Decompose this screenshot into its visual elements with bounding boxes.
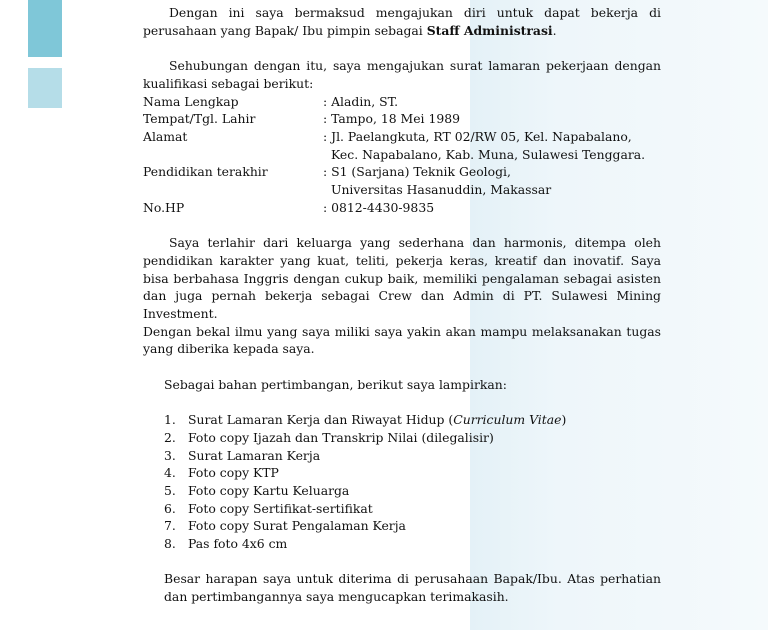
list-item — [143, 447, 661, 465]
list-number: 8. — [164, 536, 176, 552]
detail-value: : Jl. Paelangkuta, RT 02/RW 05, Kel. Napabalano, — [323, 128, 632, 144]
detail-value-wrap — [323, 128, 661, 163]
detail-value: : Tampo, 18 Mei 1989 — [323, 111, 460, 127]
list-number: 3. — [164, 447, 176, 463]
list-item — [143, 500, 661, 518]
list-text: Foto copy Ijazah dan Transkrip Nilai (dilegalisir) — [188, 429, 494, 445]
list-number: 7. — [164, 518, 176, 534]
letter-body — [143, 4, 661, 606]
list-item — [143, 464, 661, 482]
list-item — [143, 482, 661, 500]
list-text: Foto copy Sertifikat-sertifikat — [188, 500, 373, 516]
detail-row — [143, 163, 661, 198]
detail-row — [143, 93, 661, 111]
detail-row — [143, 199, 661, 217]
list-item — [143, 517, 661, 535]
list-number: 4. — [164, 465, 176, 481]
intro-text: Dengan ini saya bermaksud mengajukan diri untuk dapat bekerja di perusahaan yang Bapak/ Ibu pimpin sebagai — [143, 5, 661, 38]
detail-value-cont: Universitas Hasanuddin, Makassar — [331, 182, 552, 198]
intro-end: . — [552, 22, 557, 38]
list-item — [143, 535, 661, 553]
list-item — [143, 411, 661, 429]
list-text-wrap — [188, 411, 566, 429]
confidence-paragraph: Dengan bekal ilmu yang saya miliki saya yakin akan mampu melaksanakan tugas yang diberika kepada saya. — [143, 323, 661, 357]
list-number: 1. — [164, 412, 176, 428]
detail-value: : 0812-4430-9835 — [323, 199, 435, 215]
detail-label: Alamat — [143, 128, 188, 144]
list-text: Pas foto 4x6 cm — [188, 536, 288, 552]
attachment-intro: Sebagai bahan pertimbangan, berikut saya lampirkan: — [164, 376, 507, 392]
detail-label: Pendidikan terakhir — [143, 164, 268, 180]
list-text: Surat Lamaran Kerja dan Riwayat Hidup ( — [188, 412, 454, 428]
detail-label: Nama Lengkap — [143, 93, 239, 109]
intro-paragraph — [143, 4, 661, 39]
detail-label: No.HP — [143, 199, 185, 215]
detail-row — [143, 110, 661, 128]
decorative-bar-bottom — [28, 68, 62, 108]
qualification-intro: Sehubungan dengan itu, saya mengajukan surat lamaran pekerjaan dengan kualifikasi sebagai berikut: — [143, 58, 661, 91]
list-number: 6. — [164, 500, 176, 516]
detail-value: : S1 (Sarjana) Teknik Geologi, — [323, 164, 511, 180]
personal-details — [143, 93, 661, 217]
detail-value: : Aladin, ST. — [323, 93, 399, 109]
detail-label: Tempat/Tgl. Lahir — [143, 111, 256, 127]
list-number: 2. — [164, 429, 176, 445]
detail-value-wrap — [323, 163, 661, 198]
detail-row — [143, 128, 661, 163]
list-text: Foto copy Surat Pengalaman Kerja — [188, 518, 406, 534]
list-text-after: ) — [561, 412, 567, 428]
decorative-bar-top — [28, 0, 62, 57]
about-paragraph: Saya terlahir dari keluarga yang sederhana dan harmonis, ditempa oleh pendidikan karakter yang kuat, teliti, pekerja keras, kreatif dan inovatif. Saya bisa berbahasa Inggris dengan cukup baik, memiliki pengalaman sebagai asisten dan juga pernah bekerja sebagai Crew dan Admin di PT. Sulawesi Mining Investment. — [143, 235, 661, 321]
list-number: 5. — [164, 482, 176, 498]
closing-paragraph: Besar harapan saya untuk diterima di perusahaan Bapak/Ibu. Atas perhatian dan pertimbangannya saya mengucapkan terimakasih. — [164, 571, 661, 605]
detail-value-cont: Kec. Napabalano, Kab. Muna, Sulawesi Tenggara. — [331, 146, 646, 162]
list-text: Surat Lamaran Kerja — [188, 447, 321, 463]
list-text: Foto copy Kartu Keluarga — [188, 482, 350, 498]
list-text: Foto copy KTP — [188, 465, 279, 481]
list-item — [143, 429, 661, 447]
list-text-italic: Curriculum Vitae — [453, 412, 562, 428]
position-title: Staff Administrasi — [426, 22, 553, 38]
attachment-list — [143, 411, 661, 553]
